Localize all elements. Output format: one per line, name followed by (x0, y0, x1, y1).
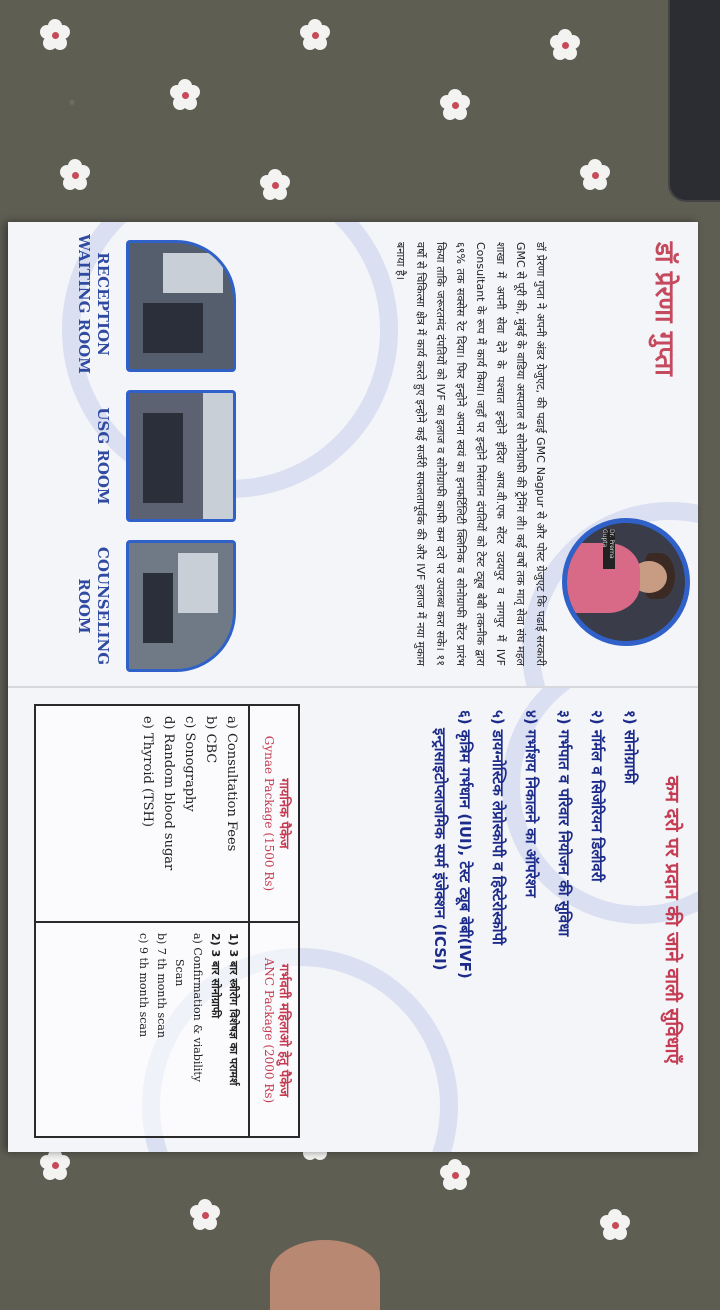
caption-counseling: COUNSELING ROOM (75, 546, 112, 666)
caption-reception: RECEPTION WAITING ROOM (75, 234, 112, 374)
package-item: c) 9 th month scan (137, 933, 150, 1038)
brochure (8, 222, 698, 1152)
reception-photo (126, 240, 236, 372)
name-plaque: Dr. Prerna Gupta (603, 529, 615, 569)
package-item: e) Thyroid (TSH) (140, 716, 155, 827)
anc-title-en: ANC Package (2000 Rs) (262, 957, 276, 1104)
package-item: Scan (173, 959, 186, 987)
doctor-bio: डॉ प्रेरणा गुप्ता ने अपनी अंडर ग्रेजुएट, की पढाई GMC Nagpur से और पोस्ट ग्रेजुएट कि पढाई सरकारी GMC से पूरी की, मुंबई के वाडिया अस्पताल से सोनोग्राफी की ट्रेनिंग ली। कई वर्षो तक मातृ सेवा संघ महल शाखा में अपनी सेवा देने के पश्चात इन्होने इंदिरा आय.वी.एफ सेंटर उदयपुर व नागपुर में IVF Consultant के रूप में कार्य किया। जहाँ पर इन्होने निसंतान दंपतियों को टेस्ट ट्यूब बेबी तकनीक द्वारा ६९% तक सक्सेस रेट दिया। फिर इन्होने अपना स्वयं का इनफर्टिलिटी क्लिनिक व सोनोग्राफी सेंटर प्रारंभ किया ताकि जरूरतमंद दंपतियों को IVF का इलाज व सोनोग्राफी काफी कम दरो पर उपलब्ध करा सके। ११ वर्षो से चिकित्सा क्षेत्र में कार्य करते हुए इन्होने कई सर्जरी सफलतापूर्वक की और IVF इलाज में नया मुकाम बनाया है। (394, 242, 547, 666)
package-item: b) CBC (203, 716, 218, 764)
services-panel (8, 688, 698, 1152)
package-item: 2) 3 बार सोनोग्राफी (209, 933, 222, 1019)
gynae-package (36, 706, 298, 921)
flower-pattern (550, 30, 580, 60)
usg-room-photo (126, 390, 236, 522)
profile-panel (8, 222, 698, 686)
finger (270, 1240, 380, 1310)
phone-corner (670, 0, 720, 200)
flower-pattern (60, 160, 90, 190)
gynae-title-hi: गायनिक पैकेज (276, 778, 291, 849)
flower-pattern (190, 1200, 220, 1230)
flower-pattern (580, 160, 610, 190)
flower-pattern (40, 1150, 70, 1180)
packages-table (34, 704, 300, 1138)
service-item-continued: इन्ट्रासाइटोप्लाजमिक स्पर्म इंजेक्शन (ICSI) (431, 728, 449, 971)
photo-captions (22, 234, 112, 672)
package-item: 1) 3 बार स्त्रीरोग विशेषज्ञ का परामर्श (227, 933, 240, 1086)
counseling-room-photo (126, 540, 236, 672)
doctor-portrait (562, 518, 690, 646)
service-item: ४) गर्भाशय निकालने का ऑपरेशन (522, 710, 540, 898)
package-item: a) Confirmation & viability (191, 933, 204, 1083)
package-item: b) 7 th month scan (155, 933, 168, 1038)
flower-pattern (600, 1210, 630, 1240)
services-list (419, 710, 642, 1140)
service-item: २) नॉर्मल व सिजेरियन डिलीवरी (588, 710, 606, 882)
services-title: कम दरो पर प्रदान की जाने वाली सुविधाएँ (661, 776, 683, 1064)
package-item: a) Consultation Fees (224, 716, 239, 852)
service-item: १) सोनोग्राफी (621, 710, 639, 784)
clinic-photos (126, 240, 236, 672)
flower-pattern (300, 20, 330, 50)
caption-usg-room: USG ROOM (94, 407, 112, 505)
flower-pattern (260, 170, 290, 200)
package-item: d) Random blood sugar (161, 716, 176, 871)
flower-pattern (40, 20, 70, 50)
flower-pattern (440, 90, 470, 120)
anc-package (36, 921, 298, 1138)
flower-pattern (440, 1160, 470, 1190)
flower-pattern (170, 80, 200, 110)
service-item: ३) गर्भपात व परिवार नियोजन की सुविधा (555, 710, 573, 937)
anc-title-hi: गर्भवती महिलाओ हेतु पैकेज (276, 964, 291, 1097)
gynae-title-en: Gynae Package (1500 Rs) (262, 735, 276, 892)
service-item: ६) कृत्रिम गर्भधान (IUI), टेस्ट ट्यूब बेबी(IVF) (456, 710, 474, 979)
doctor-name: डॉ प्रेरणा गुप्ता (649, 242, 679, 376)
package-item: c) Sonography (182, 716, 197, 812)
service-item: ५) डायग्नोस्टिक लेप्रोस्कोपी व हिस्टेरोस्कोपी (489, 710, 507, 945)
